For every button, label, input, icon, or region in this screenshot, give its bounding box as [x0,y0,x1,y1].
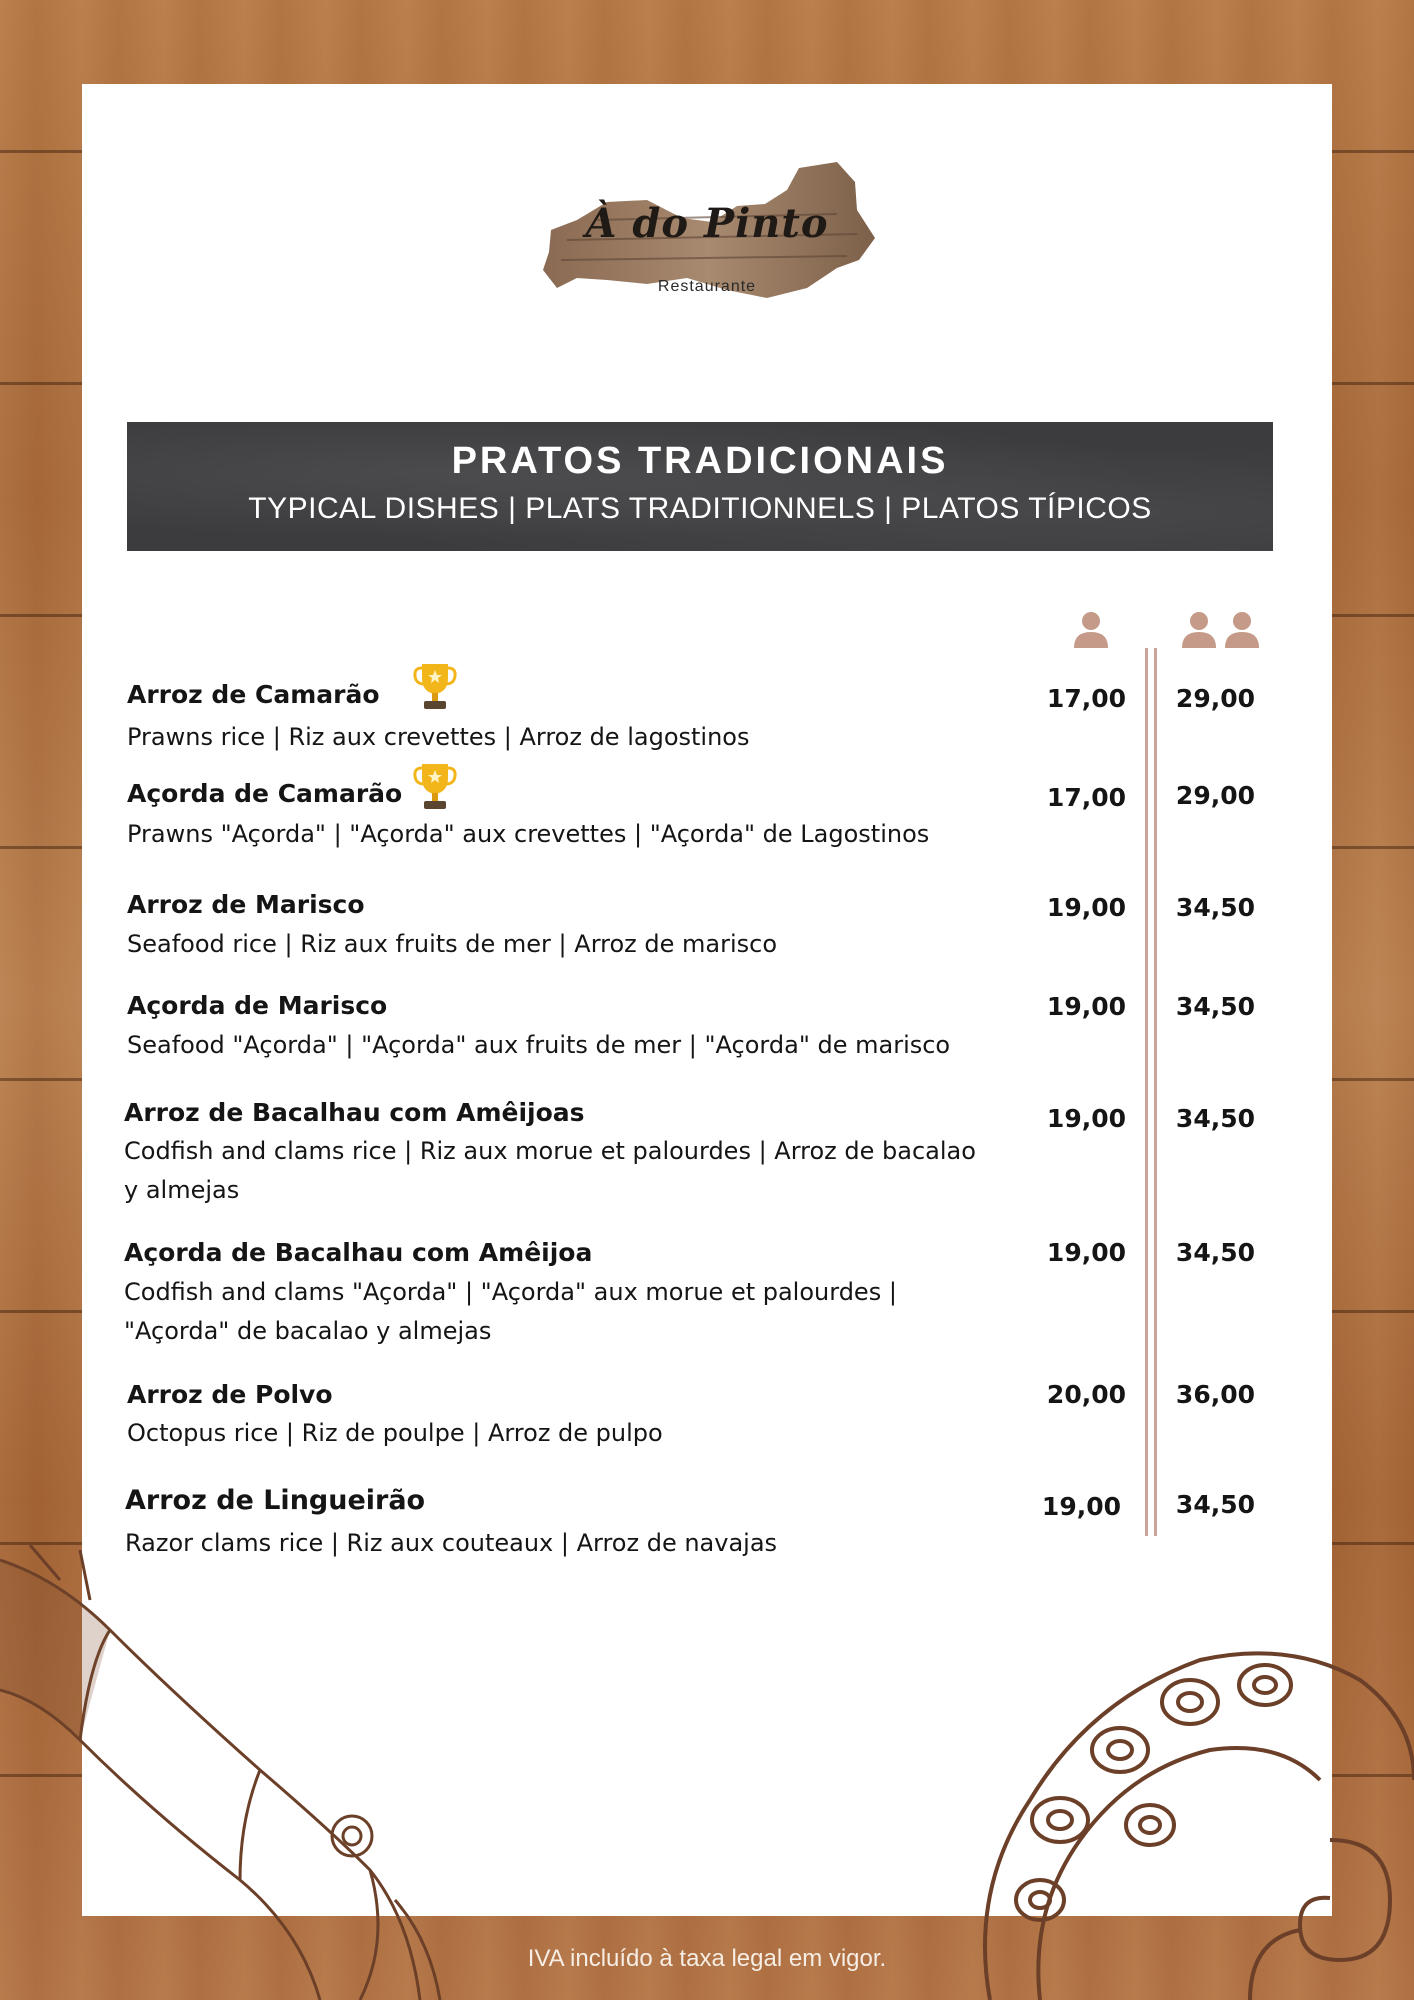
footer-note: IVA incluído à taxa legal em vigor. [527,1945,887,1972]
price-two-persons: 29,00 [1175,781,1255,810]
dish-name: Arroz de Camarão [127,680,380,709]
dish-name: Arroz de Lingueirão [125,1485,426,1516]
price-two-persons: 34,50 [1175,1490,1255,1519]
squid-illustration [0,1540,470,2000]
price-one-person: 17,00 [1046,684,1126,713]
price-two-persons: 34,50 [1175,893,1255,922]
price-two-persons: 34,50 [1175,1104,1255,1133]
section-title: PRATOS TRADICIONAIS [451,440,949,482]
dish-name: Açorda de Marisco [127,991,388,1020]
price-one-person: 19,00 [1046,1238,1126,1267]
trophy-icon [412,660,458,712]
dish-name: Arroz de Marisco [127,890,365,919]
price-two-persons: 29,00 [1175,684,1255,713]
two-persons-icon [1180,610,1262,648]
trophy-icon [412,760,458,812]
price-one-person: 20,00 [1046,1380,1126,1409]
dish-description: Codfish and clams rice | Riz aux morue et palourdes | Arroz de bacalao y almejas [124,1137,976,1204]
dish-description: Razor clams rice | Riz aux couteaux | Arroz de navajas [125,1529,778,1557]
dish-name: Açorda de Bacalhau com Amêijoa [124,1238,593,1267]
dish-name: Açorda de Camarão [127,779,403,808]
price-one-person: 19,00 [1046,992,1126,1021]
price-one-person: 17,00 [1046,783,1126,812]
dish-description: Codfish and clams "Açorda" | "Açorda" aux morue et palourdes | "Açorda" de bacalao y almejas [124,1278,897,1345]
price-one-person: 19,00 [1046,1104,1126,1133]
price-two-persons: 34,50 [1175,992,1255,1021]
dish-name: Arroz de Polvo [127,1380,333,1409]
dish-description: Prawns "Açorda" | "Açorda" aux crevettes | "Açorda" de Lagostinos [127,820,930,848]
section-subtitle: TYPICAL DISHES | PLATS TRADITIONNELS | PLATOS TÍPICOS [248,492,1152,525]
dish-description: Seafood rice | Riz aux fruits de mer | Arroz de marisco [127,930,778,958]
price-two-persons: 36,00 [1175,1380,1255,1409]
dish-description: Octopus rice | Riz de poulpe | Arroz de pulpo [127,1419,663,1447]
dish-description: Prawns rice | Riz aux crevettes | Arroz de lagostinos [127,723,750,751]
price-one-person: 19,00 [1041,1492,1121,1521]
logo-name: À do Pinto [585,200,829,247]
restaurant-logo [537,160,877,305]
person-icon [1072,610,1110,648]
dish-description: Seafood "Açorda" | "Açorda" aux fruits de mer | "Açorda" de marisco [127,1031,951,1059]
section-header [127,422,1273,551]
price-one-person: 19,00 [1046,893,1126,922]
logo-subtitle: Restaurante [657,278,757,295]
dish-name: Arroz de Bacalhau com Amêijoas [124,1098,585,1127]
price-two-persons: 34,50 [1175,1238,1255,1267]
